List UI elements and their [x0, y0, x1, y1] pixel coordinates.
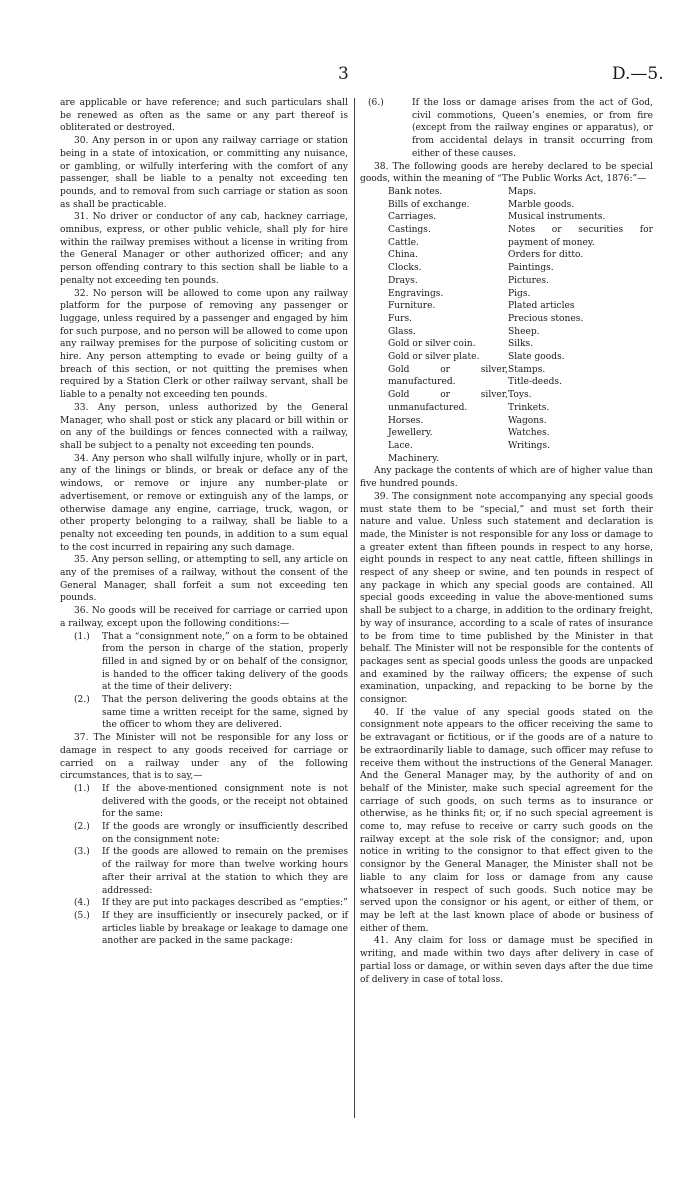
- circumstance-number: (2.): [74, 822, 90, 833]
- section-41: 41. Any claim for loss or damage must be specified in writing, and made within two days after delivery in case of partial loss or damage, or within seven days after the due time of delivery in case of total loss.: [360, 936, 653, 985]
- goods-item: Watches.: [508, 428, 550, 439]
- left-column: [60, 97, 348, 948]
- condition-text: That a “consignment note,” on a form to be obtained from the person in charge of the station, properly filled in and signed by or on behalf of the consignor, is handed to the officer taking delivery of the goods at the time of their delivery:: [102, 631, 348, 693]
- circumstance-number: (3.): [74, 847, 90, 858]
- section-37: 37. The Minister will not be responsible for any loss or damage in respect to any goods received for carriage or carried on a railway under any of the following circumstances, that is to say,—: [60, 733, 348, 782]
- circumstance-number: (1.): [74, 783, 90, 794]
- circumstance-text: If the loss or damage arises from the act of God, civil commotions, Queen’s enemies, or from fire (except from the railway engines or apparatus), or from accidental delays in transit occurring from either of these causes.: [412, 98, 653, 159]
- goods-item: Title-deeds.: [508, 377, 562, 388]
- section-32: 32. No person will be allowed to come upon any railway platform for the purpose of removing any passenger or luggage, unless required by a passenger and engaged by him for such purpose, and no person will be allowed to come upon any railway premises for the purpose of soliciting custom or hire. Any person attempting to evade or being guilty of a breach of this section, or not quitting the premises when required by a Station Clerk or other railway servant, shall be liable to a penalty not exceeding ten pounds.: [60, 288, 348, 401]
- condition-number: (1.): [74, 631, 90, 642]
- section-30: 30. Any person in or upon any railway carriage or station being in a state of intoxication, or committing any nuisance, or gambling, or wilfully interfering with the comfort of any passenger, shall be liable to a penalty not exceeding ten pounds, and to removal from such carriage or station as soon as shall be practicable.: [60, 136, 348, 210]
- goods-item: Plated articles: [508, 301, 575, 312]
- goods-item: Precious stones.: [508, 313, 584, 324]
- goods-item: Slate goods.: [508, 352, 565, 363]
- circumstance-text: If they are insufficiently or insecurely packed, or if articles liable by breakage or leakage to damage one another are packed in the same package:: [102, 911, 348, 947]
- document-reference: D.—5.: [612, 64, 664, 84]
- section-37-circumstance: [368, 97, 653, 161]
- section-34: 34. Any person who shall wilfully injure, wholly or in part, any of the linings or blinds, or break or deface any of the windows, or remove or injure any number-plate or advertisement, or remove or extinguish any of the lamps, or otherwise damage any engine, carriage, truck, wagon, or other property belonging to a railway, shall be liable to a penalty not exceeding ten pounds, in addition to a sum equal to the cost incurred in repairing any such damage.: [60, 453, 348, 553]
- intro-paragraph: are applicable or have reference; and such particulars shall be renewed as often as the same or any part thereof is obliterated or destroyed.: [60, 98, 348, 134]
- goods-item: Pigs.: [508, 288, 531, 299]
- section-38: 38. The following goods are hereby declared to be special goods, within the meaning of “The Public Works Act, 1876:”—: [360, 161, 653, 185]
- goods-item: Bank notes.: [388, 186, 443, 197]
- section-36: 36. No goods will be received for carriage or carried upon a railway, except upon the following conditions:—: [60, 606, 348, 629]
- goods-item: Maps.: [508, 186, 537, 197]
- goods-item: China.: [388, 250, 418, 261]
- circumstance-text: If they are put into packages described as “empties:”: [102, 898, 348, 909]
- goods-item: Machinery.: [388, 453, 439, 464]
- goods-item: Toys.: [508, 390, 532, 401]
- special-goods-list: [388, 186, 653, 465]
- goods-item: Orders for ditto.: [508, 250, 584, 261]
- goods-item: Stamps.: [508, 364, 546, 375]
- circumstance-number: (5.): [74, 911, 90, 921]
- goods-item: Drays.: [388, 275, 418, 286]
- goods-item: Jewellery.: [388, 428, 433, 439]
- section-37-circumstance: [60, 897, 348, 910]
- goods-item: Engravings.: [388, 288, 444, 299]
- section-36-condition: [60, 694, 348, 732]
- section-37-circumstance: [60, 821, 348, 846]
- goods-item: Glass.: [388, 326, 416, 337]
- goods-item: Silks.: [508, 339, 534, 350]
- special-goods-column: [508, 186, 653, 465]
- goods-item: Clocks.: [388, 263, 422, 274]
- right-column: [360, 97, 653, 986]
- goods-item: Sheep.: [508, 326, 540, 337]
- section-39: 39. The consignment note accompanying any special goods must state them to be “special,” and must set forth their nature and value. Unless such statement and declaration is made, the Minister is not responsible for any loss or damage to a greater extent than fifteen pounds in respect to any horse, eight pounds in respect to any neat cattle, fifteen shillings in respect of any sheep or swine, and ten pounds in respect of any package in which any special goods are contained. All special goods exceeding in value the above-mentioned sums shall be subject to a charge, in addition to the ordinary freight, by way of insurance, according to a scale of rates of insurance to be from time to time published by the Minister in that behalf. The Minister will not be responsible for the contents of packages sent as special goods unless the goods are unpacked and examined by the railway officers; the expense of such examination, unpacking, and repacking to be borne by the consignor.: [360, 491, 653, 706]
- circumstance-text: If the above-mentioned consignment note is not delivered with the goods, or the receipt not obtained for the same:: [102, 783, 348, 820]
- goods-item: Bills of exchange.: [388, 199, 470, 210]
- goods-item: Cattle.: [388, 237, 419, 248]
- goods-item: Paintings.: [508, 263, 554, 274]
- goods-item: Gold or silver, unmanufactured.: [388, 390, 508, 413]
- goods-item: Marble goods.: [508, 199, 575, 210]
- circumstance-number: (4.): [74, 898, 90, 909]
- condition-number: (2.): [74, 695, 90, 706]
- section-37-circumstance: [60, 846, 348, 897]
- circumstance-text: If the goods are wrongly or insufficiently described on the consignment note:: [102, 822, 348, 845]
- goods-item: Writings.: [508, 440, 550, 451]
- goods-item: Carriages.: [388, 212, 437, 223]
- goods-item: Castings.: [388, 225, 431, 236]
- section-40: 40. If the value of any special goods stated on the consignment note appears to the officer receiving the same to be extravagant or fictitious, or if the goods are of a nature to be extraordinarily liable to damage, such officer may refuse to receive them without the instructions of the General Manager. And the General Manager may, by the authority of and on behalf of the Minister, make such special agreement for the carriage of such goods, on such terms as to insurance or otherwise, as he thinks fit; or, if no such special agreement is come to, may refuse to receive or carry such goods on the railway except at the sole risk of the consignor; and, upon notice in writing to the consignor to that effect given to the consignor by the General Manager, the Minister shall not be liable to any claim for loss or damage from any cause whatsoever in respect of such goods. Such notice may be served upon the consignor or his agent, or either of them, or may be left at the last known place of abode or business of either of them.: [360, 707, 653, 934]
- goods-item: Lace.: [388, 440, 413, 451]
- section-37-circumstance: [60, 783, 348, 821]
- section-35: 35. Any person selling, or attempting to sell, any article on any of the premises of a railway, without the consent of the General Manager, shall forfeit a sum not exceeding ten pounds.: [60, 555, 348, 604]
- goods-item: Trinkets.: [508, 402, 550, 413]
- goods-item: Musical instruments.: [508, 212, 606, 223]
- goods-item: Gold or silver plate.: [388, 352, 480, 363]
- section-38-package-clause: Any package the contents of which are of higher value than five hundred pounds.: [360, 466, 653, 490]
- goods-item: Pictures.: [508, 275, 549, 286]
- section-36-condition: [60, 631, 348, 695]
- goods-item: Gold or silver, manufactured.: [388, 364, 508, 388]
- condition-text: That the person delivering the goods obtains at the same time a written receipt for the same, signed by the officer to whom they are delivered.: [102, 695, 348, 731]
- circumstance-text: If the goods are allowed to remain on the premises of the railway for more than twelve working hours after their arrival at the station to which they are addressed:: [102, 847, 348, 896]
- circumstance-number: (6.): [368, 98, 384, 108]
- goods-item: Furs.: [388, 313, 413, 324]
- page-number: 3: [338, 64, 349, 84]
- goods-item: Furniture.: [388, 301, 436, 312]
- goods-item: Wagons.: [508, 415, 547, 426]
- special-goods-column: [388, 186, 508, 465]
- section-33: 33. Any person, unless authorized by the General Manager, who shall post or stick any placard or bill within or on any of the buildings or fences connected with a railway, shall be subject to a penalty not exceeding ten pounds.: [60, 402, 348, 451]
- goods-item: Notes or securities for payment of money.: [508, 225, 653, 248]
- column-divider: [354, 98, 355, 1118]
- goods-item: Gold or silver coin.: [388, 339, 476, 350]
- section-31: 31. No driver or conductor of any cab, hackney carriage, omnibus, express, or other public vehicle, shall ply for hire within the railway premises without a license in writing from the General Manager or other authorized officer; and any person offending contrary to this section shall be liable to a penalty not exceeding ten pounds.: [60, 212, 348, 286]
- goods-item: Horses.: [388, 415, 424, 426]
- section-37-circumstance: [60, 910, 348, 948]
